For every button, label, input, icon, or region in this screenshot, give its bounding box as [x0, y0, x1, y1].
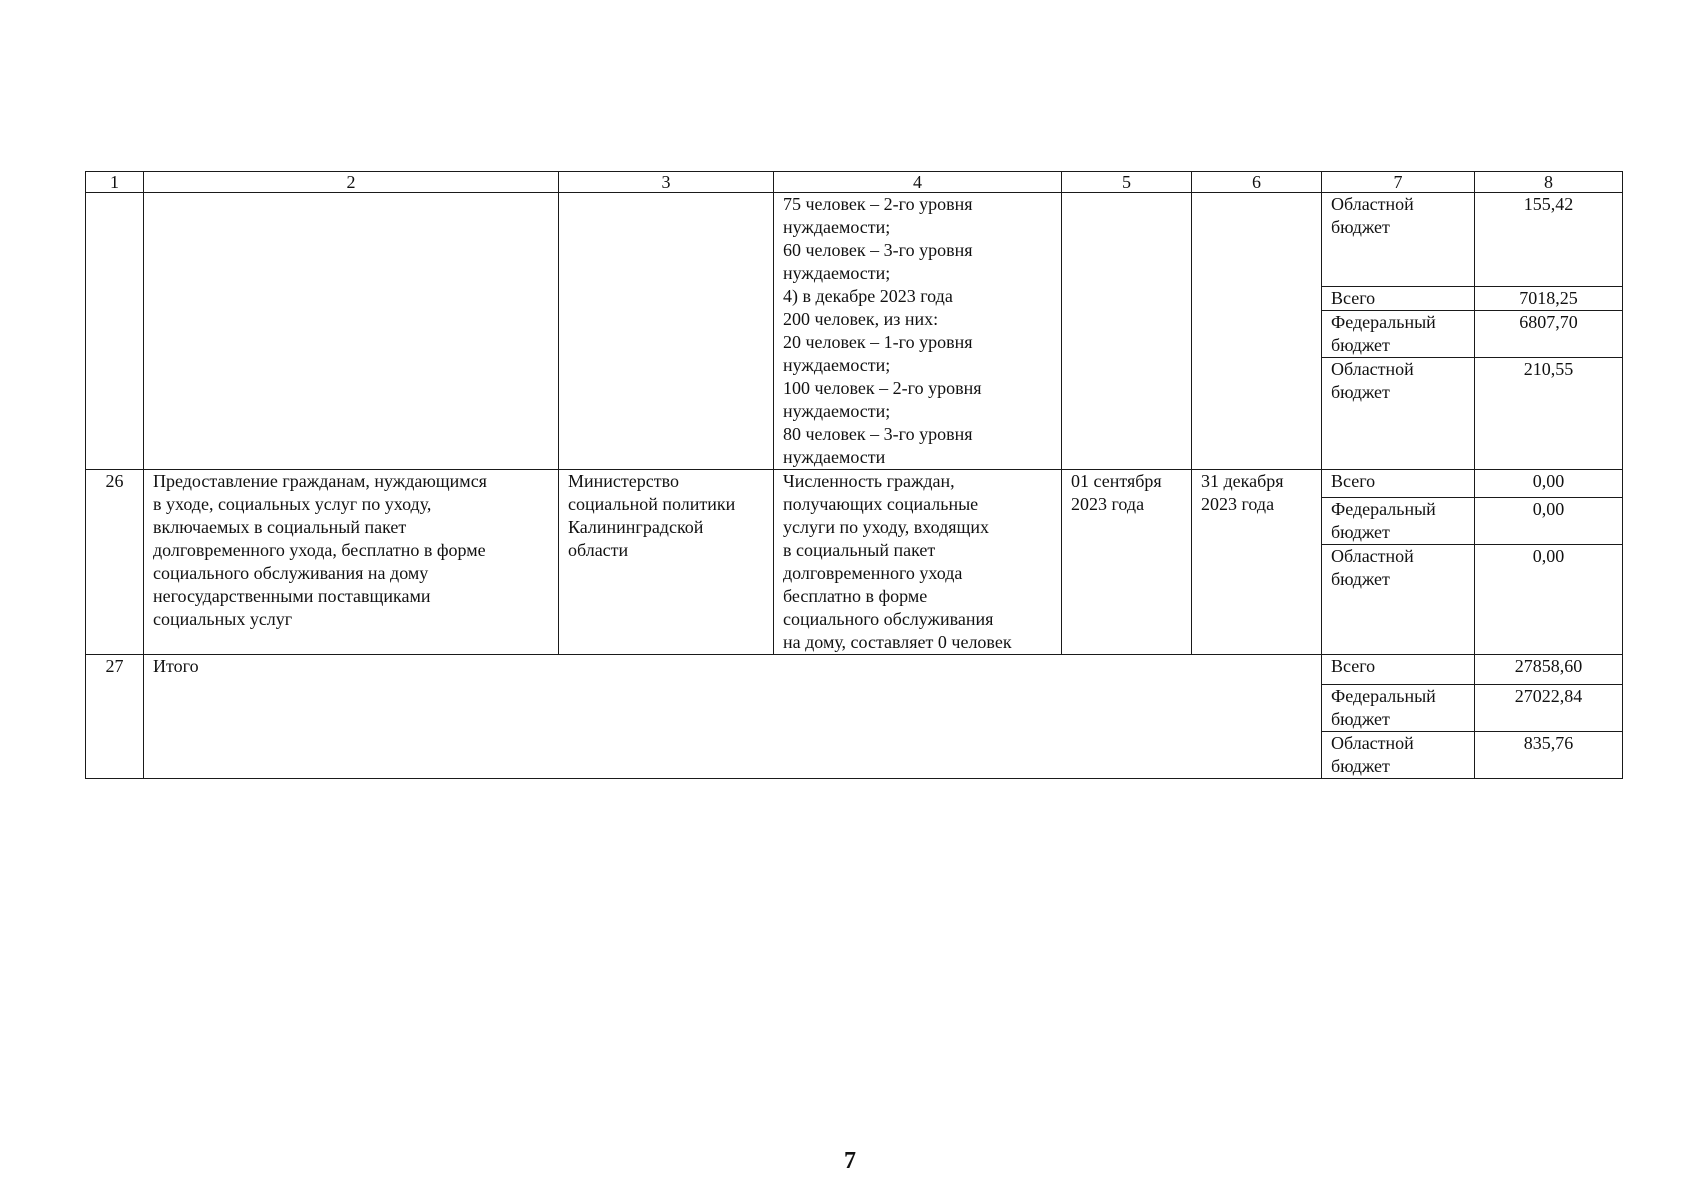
funding-source-text: Областной — [1331, 733, 1414, 753]
funding-source-text: бюджет — [1331, 335, 1390, 355]
end-date-line: 31 декабря — [1201, 471, 1284, 491]
result-line: 100 человек – 2-го уровня — [783, 378, 982, 398]
executor-line: области — [568, 540, 629, 560]
column-number: 4 — [774, 172, 1062, 193]
start-date-cell — [1062, 193, 1192, 470]
measure-name-line: негосударственными поставщиками — [153, 586, 431, 606]
funding-amount-cell: 7018,25 — [1475, 287, 1623, 311]
funding-amount-cell: 835,76 — [1475, 732, 1623, 779]
result-line: социального обслуживания — [783, 609, 994, 629]
column-number: 3 — [559, 172, 774, 193]
result-line: 4) в декабре 2023 года — [783, 286, 953, 306]
executor-line: Калининградской — [568, 517, 704, 537]
executor-line: Министерство — [568, 471, 679, 491]
funding-source-cell — [1322, 545, 1475, 655]
total-label: Итого — [144, 655, 1322, 779]
funding-source-text: Областной — [1331, 359, 1414, 379]
funding-source-cell — [1322, 655, 1475, 685]
end-date-line: 2023 года — [1201, 494, 1275, 514]
funding-source-text: бюджет — [1331, 217, 1390, 237]
result-line: бесплатно в форме — [783, 586, 928, 606]
funding-source-text: Федеральный — [1331, 686, 1436, 706]
result-line: нуждаемости; — [783, 401, 891, 421]
funding-source-text: Областной — [1331, 546, 1414, 566]
funding-source-text: Областной — [1331, 194, 1414, 214]
funding-source-text: Федеральный — [1331, 312, 1436, 332]
column-number: 7 — [1322, 172, 1475, 193]
funding-source-cell — [1322, 685, 1475, 732]
funding-source-cell — [1322, 311, 1475, 358]
result-line: в социальный пакет — [783, 540, 936, 560]
continued-row — [86, 193, 1623, 287]
result-line: Численность граждан, — [783, 471, 955, 491]
result-line: 20 человек – 1-го уровня — [783, 332, 973, 352]
funding-source-cell — [1322, 287, 1475, 311]
table-row — [86, 470, 1623, 498]
measure-name-line: включаемых в социальный пакет — [153, 517, 407, 537]
row-number: 27 — [86, 655, 144, 779]
result-cell — [774, 470, 1062, 655]
result-cell — [774, 193, 1062, 470]
row-number: 26 — [86, 470, 144, 655]
budget-table — [85, 171, 1623, 779]
funding-source-cell — [1322, 498, 1475, 545]
result-line: 75 человек – 2-го уровня — [783, 194, 973, 214]
measure-name-line: социальных услуг — [153, 609, 293, 629]
column-number: 8 — [1475, 172, 1623, 193]
funding-source-text: Всего — [1331, 288, 1376, 308]
executor-cell — [559, 193, 774, 470]
funding-source-text: Федеральный — [1331, 499, 1436, 519]
result-line: 60 человек – 3-го уровня — [783, 240, 973, 260]
total-row — [86, 655, 1623, 685]
executor-cell — [559, 470, 774, 655]
funding-source-cell — [1322, 358, 1475, 470]
funding-source-text: бюджет — [1331, 382, 1390, 402]
result-line: 200 человек, из них: — [783, 309, 939, 329]
column-numbers-row — [86, 172, 1623, 193]
funding-amount-cell: 0,00 — [1475, 498, 1623, 545]
measure-name-line: социального обслуживания на дому — [153, 563, 429, 583]
executor-line: социальной политики — [568, 494, 736, 514]
start-date-line: 2023 года — [1071, 494, 1145, 514]
result-line: нуждаемости; — [783, 263, 891, 283]
funding-source-text: бюджет — [1331, 709, 1390, 729]
funding-source-cell — [1322, 732, 1475, 779]
funding-source-cell — [1322, 193, 1475, 287]
funding-amount-cell: 6807,70 — [1475, 311, 1623, 358]
end-date-cell — [1192, 470, 1322, 655]
result-line: нуждаемости — [783, 447, 886, 467]
column-number: 1 — [86, 172, 144, 193]
result-line: на дому, составляет 0 человек — [783, 632, 1012, 652]
end-date-cell — [1192, 193, 1322, 470]
funding-amount-cell: 27858,60 — [1475, 655, 1623, 685]
measure-name-line: в уходе, социальных услуг по уходу, — [153, 494, 432, 514]
measure-name-cell — [144, 193, 559, 470]
funding-source-text: бюджет — [1331, 522, 1390, 542]
result-line: получающих социальные — [783, 494, 979, 514]
funding-amount-cell: 0,00 — [1475, 470, 1623, 498]
funding-amount-cell: 210,55 — [1475, 358, 1623, 470]
funding-source-text: Всего — [1331, 471, 1376, 491]
funding-amount-cell: 155,42 — [1475, 193, 1623, 287]
result-line: нуждаемости; — [783, 217, 891, 237]
start-date-cell — [1062, 470, 1192, 655]
funding-source-text: бюджет — [1331, 569, 1390, 589]
funding-amount-cell: 27022,84 — [1475, 685, 1623, 732]
result-line: 80 человек – 3-го уровня — [783, 424, 973, 444]
funding-source-text: Всего — [1331, 656, 1376, 676]
funding-source-cell — [1322, 470, 1475, 498]
column-number: 6 — [1192, 172, 1322, 193]
row-number-cell — [86, 193, 144, 470]
start-date-line: 01 сентября — [1071, 471, 1162, 491]
result-line: долговременного ухода — [783, 563, 963, 583]
funding-source-text: бюджет — [1331, 756, 1390, 776]
column-number: 5 — [1062, 172, 1192, 193]
page-number: 7 — [844, 1148, 856, 1174]
funding-amount-cell: 0,00 — [1475, 545, 1623, 655]
column-number: 2 — [144, 172, 559, 193]
measure-name-line: Предоставление гражданам, нуждающимся — [153, 471, 487, 491]
result-line: услуги по уходу, входящих — [783, 517, 989, 537]
measure-name-line: долговременного ухода, бесплатно в форме — [153, 540, 486, 560]
measure-name-cell — [144, 470, 559, 655]
result-line: нуждаемости; — [783, 355, 891, 375]
